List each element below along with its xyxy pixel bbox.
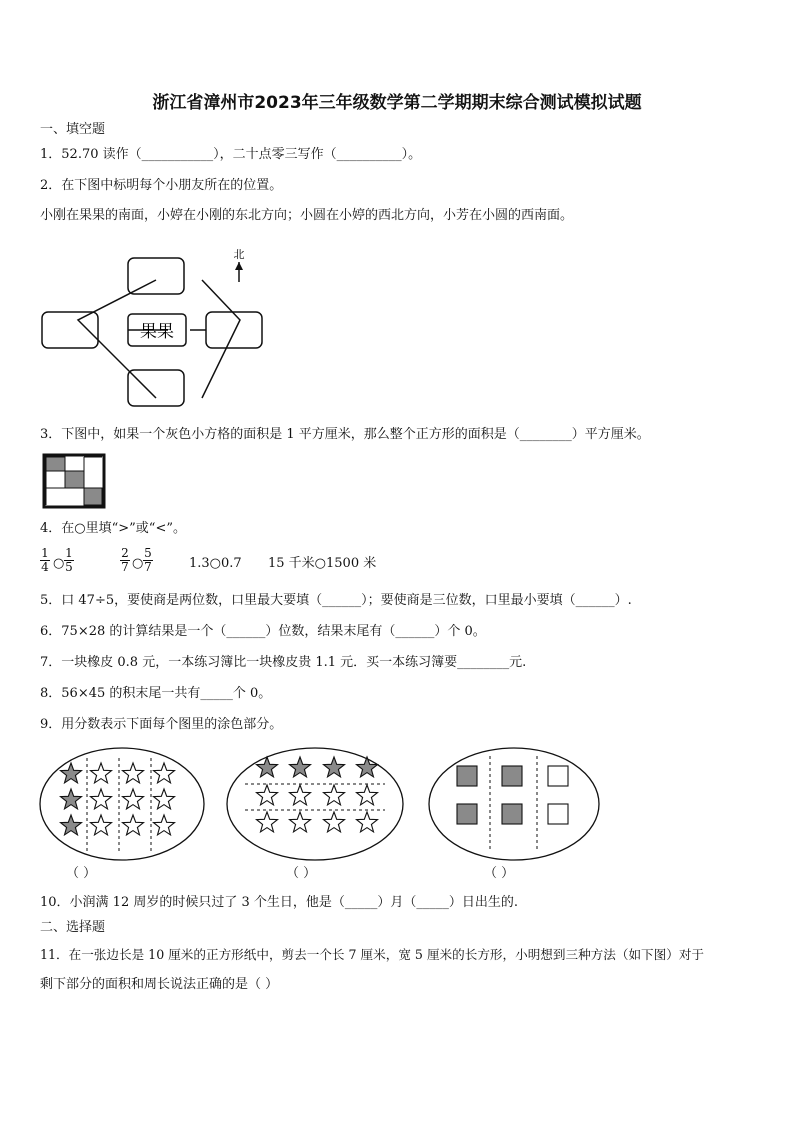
compare-decimal: 1.3○0.7: [189, 556, 242, 571]
fraction-5-7: $\frac{5}{7}$: [144, 546, 152, 574]
section-choice: 二、选择题: [40, 920, 106, 935]
question-11-line-2: 剩下部分的面积和周长说法正确的是（ ）: [40, 977, 279, 992]
square-cell: [548, 766, 568, 786]
star-figure-1: [38, 744, 208, 864]
question-2-description: 小刚在果果的南面，小婷在小刚的东北方向；小圆在小婷的西北方向，小芳在小圆的西南面。: [40, 208, 574, 223]
question-4: 4．在○里填“>”或“<”。: [40, 521, 186, 536]
question-1: 1．52.70 读作（___________），二十点零三写作（__________）。: [40, 147, 422, 162]
fraction-2-7: $\frac{2}{7}$: [121, 546, 129, 574]
square-cell: [457, 766, 477, 786]
box-south: [128, 370, 184, 406]
connector-east: [202, 280, 240, 398]
question-7: 7．一块橡皮 0.8 元，一本练习簿比一块橡皮贵 1.1 元．买一本练习簿要________元.: [40, 655, 527, 670]
fraction-1-4: $\frac{1}{4}$: [41, 546, 49, 574]
question-5: 5．口 47÷5，要使商是两位数，口里最大要填（______）；要使商是三位数，口里最小要填（______）.: [40, 593, 632, 608]
compare-circle-1: ○: [53, 556, 65, 571]
grid-square-figure: [43, 454, 107, 510]
question-6: 6．75×28 的计算结果是一个（______）位数，结果末尾有（______）个 0。: [40, 624, 486, 639]
square-cell: [502, 766, 522, 786]
north-arrow-head-icon: [235, 262, 243, 270]
box-north: [128, 258, 184, 294]
answer-blank-3: （ ）: [484, 866, 515, 881]
question-10: 10．小润满 12 周岁的时候只过了 3 个生日，他是（_____）月（_____）日出生的.: [40, 895, 519, 910]
answer-blank-2: （ ）: [286, 866, 317, 881]
page-title: 浙江省漳州市2023年三年级数学第二学期期末综合测试模拟试题: [152, 93, 642, 113]
question-3: 3．下图中，如果一个灰色小方格的面积是 1 平方厘米，那么整个正方形的面积是（________）平方厘米。: [40, 427, 650, 442]
north-label: 北: [233, 248, 245, 261]
position-diagram: [40, 240, 300, 410]
compare-length: 15 千米○1500 米: [268, 556, 377, 571]
star-figure-2: [225, 744, 405, 864]
question-8: 8．56×45 的积末尾一共有_____个 0。: [40, 686, 272, 701]
fraction-1-5: $\frac{1}{5}$: [65, 546, 73, 574]
question-11-line-1: 11．在一张边长是 10 厘米的正方形纸中，剪去一个长 7 厘米，宽 5 厘米的长方形，小明想到三种方法（如下图）对于: [40, 947, 705, 962]
answer-blank-1: （ ）: [66, 866, 97, 881]
center-label: 果果: [140, 322, 174, 342]
square-cell: [502, 804, 522, 824]
square-cell: [457, 804, 477, 824]
question-9: 9．用分数表示下面每个图里的涂色部分。: [40, 717, 283, 732]
square-figure-3: [427, 744, 602, 864]
square-cell: [548, 804, 568, 824]
section-fill-blank: 一、填空题: [40, 122, 106, 137]
question-2: 2．在下图中标明每个小朋友所在的位置。: [40, 178, 283, 193]
compare-circle-2: ○: [132, 556, 144, 571]
box-east: [206, 312, 262, 348]
box-west: [42, 312, 98, 348]
